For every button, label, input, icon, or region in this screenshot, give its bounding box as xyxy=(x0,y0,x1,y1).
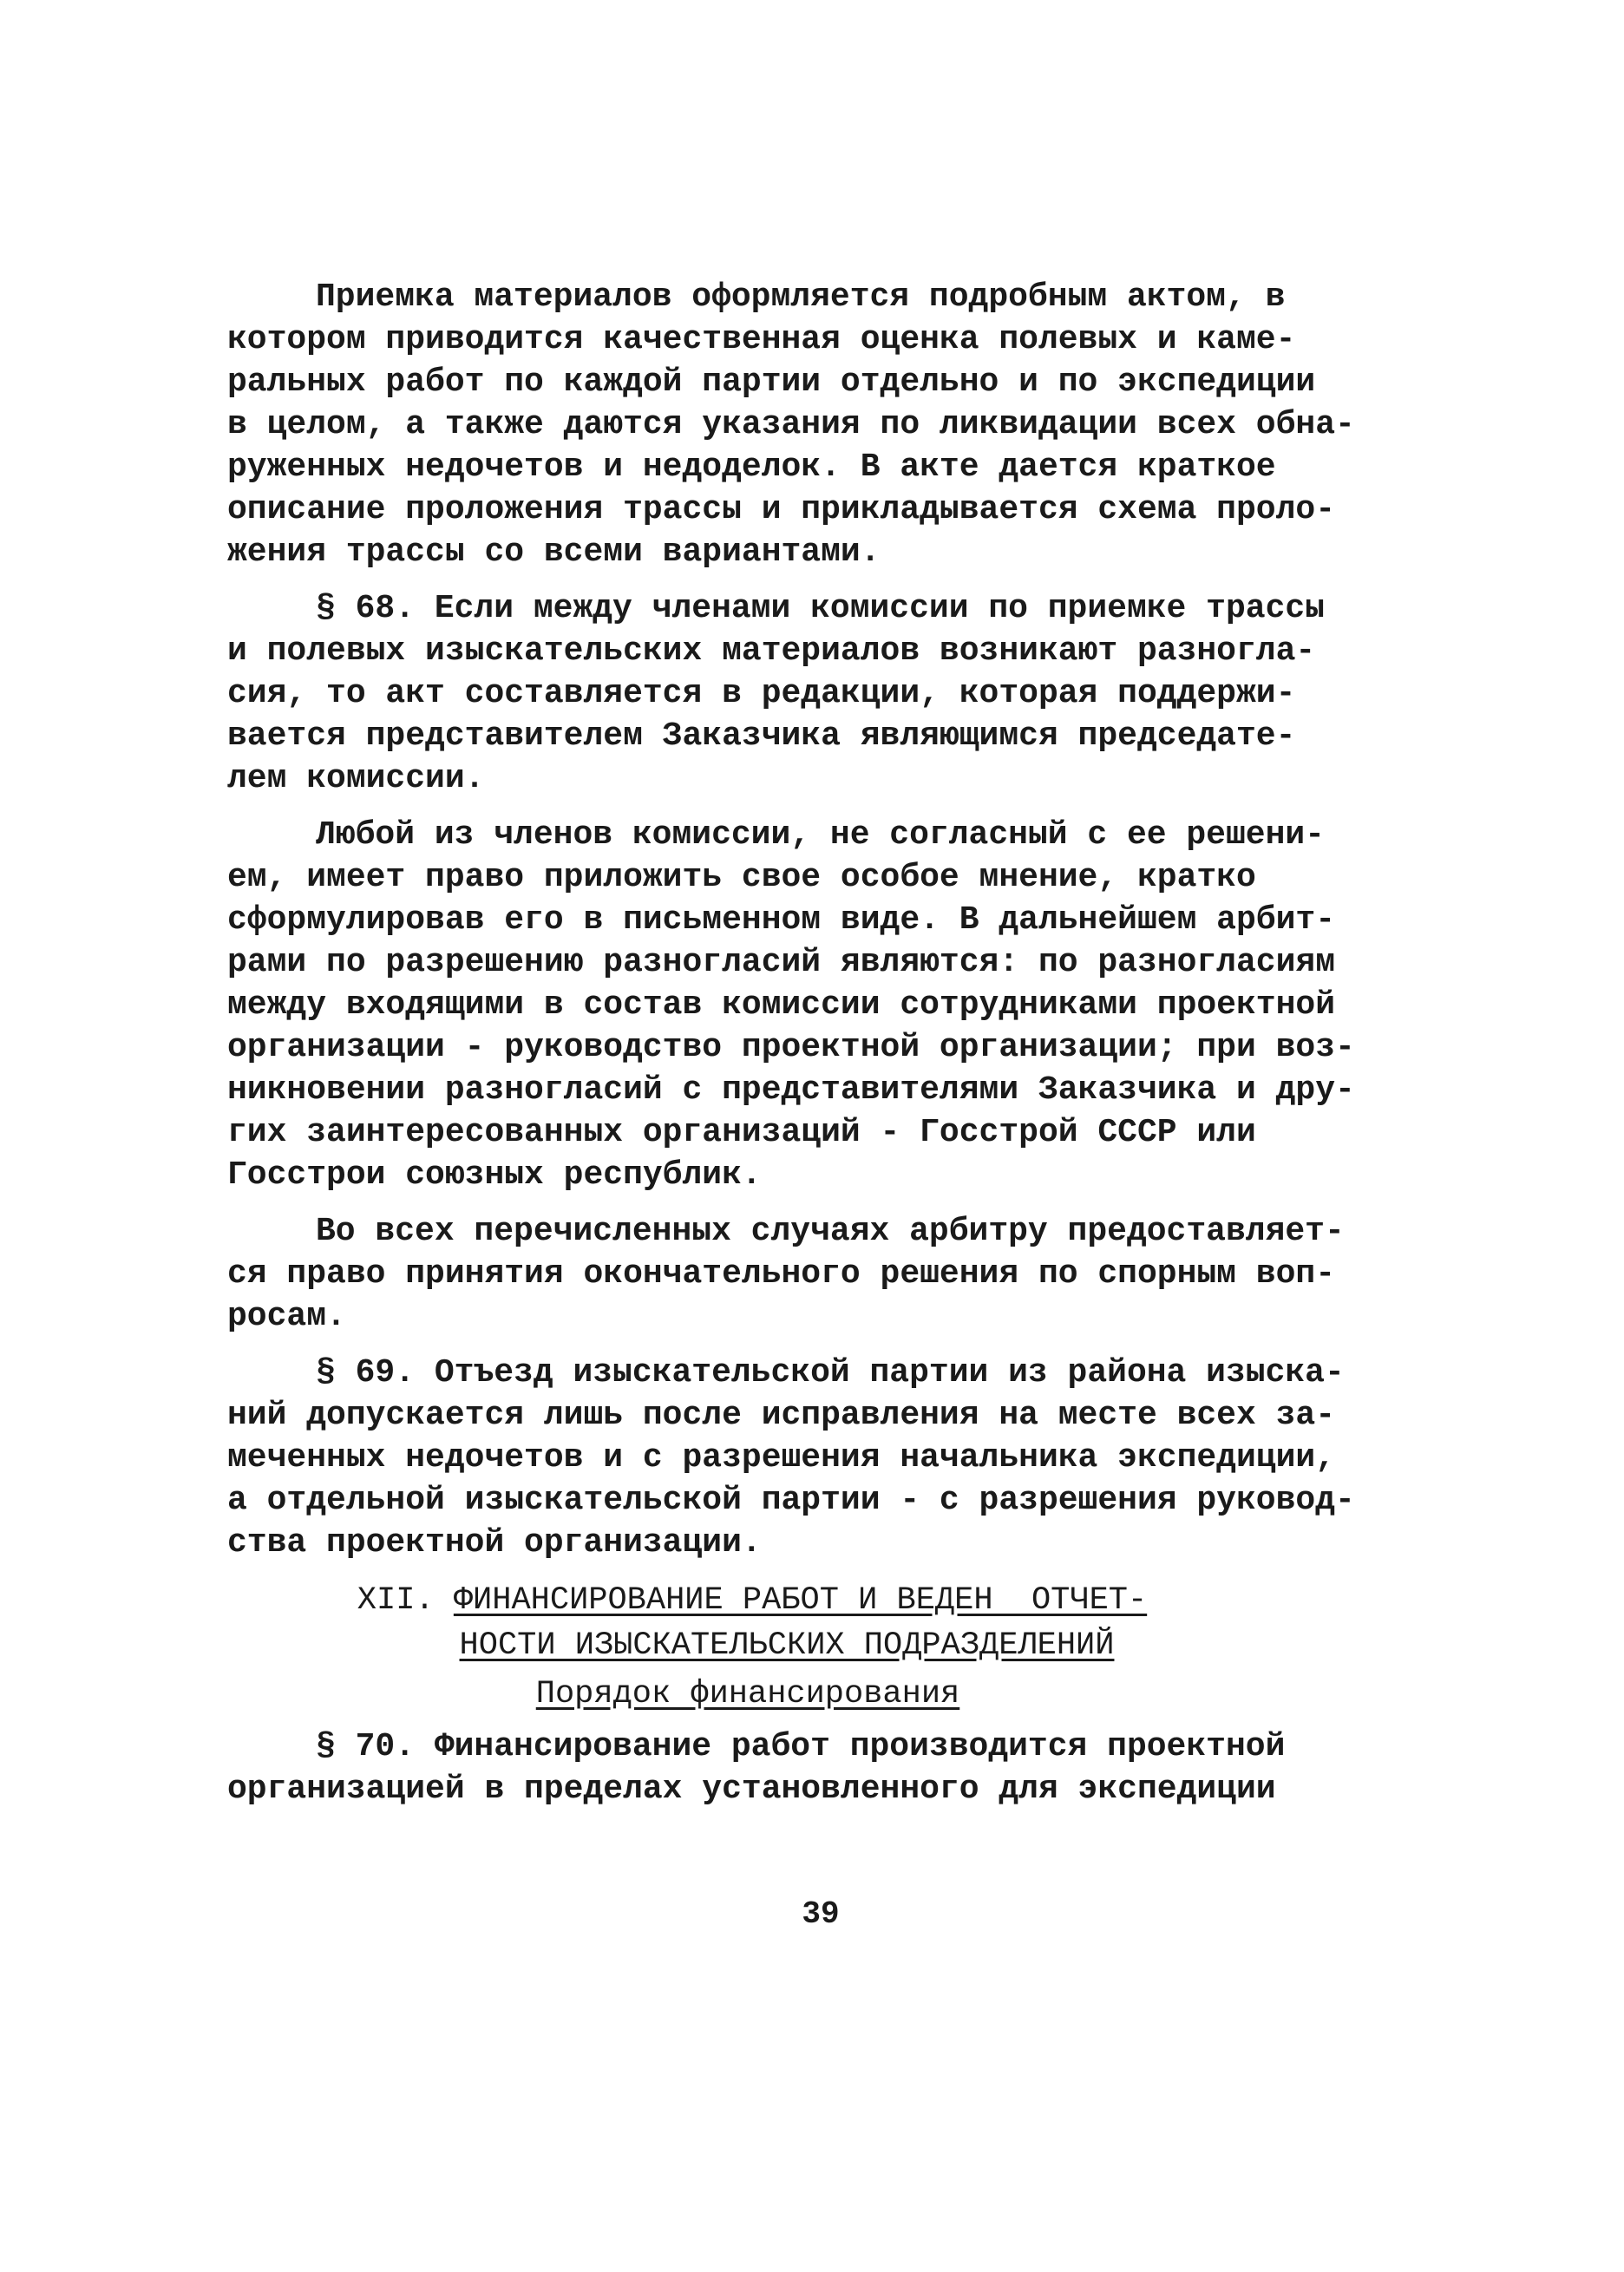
body-text xyxy=(227,276,1355,1810)
text-line: между входящими в состав комиссии сотрудниками проектной xyxy=(227,986,1336,1024)
text-line: меченных недочетов и с разрешения начальника экспедиции, xyxy=(227,1439,1336,1476)
section-heading-line-2 xyxy=(227,1623,1251,1668)
text-line: ся право принятия окончательного решения по спорным воп- xyxy=(227,1255,1336,1293)
text-line: описание проложения трассы и прикладывается схема проло- xyxy=(227,491,1336,528)
text-line: § 69. Отъезд изыскательской партии из района изыска- xyxy=(316,1354,1345,1391)
text-line: ний допускается лишь после исправления на месте всех за- xyxy=(227,1397,1336,1434)
text-line: ральных работ по каждой партии отдельно и по экспедиции xyxy=(227,363,1316,401)
text-line: Приемка материалов оформляется подробным актом, в xyxy=(316,278,1286,316)
section-heading-title-1: ФИНАНСИРОВАНИЕ РАБОТ И ВЕДЕН ОТЧЕТ- xyxy=(453,1582,1148,1619)
paragraph xyxy=(227,1210,1345,1338)
text-line: организации - руководство проектной организации; при воз- xyxy=(227,1029,1355,1066)
paragraph xyxy=(227,814,1355,1196)
paragraph-section-68 xyxy=(227,587,1325,800)
text-line: рами по разрешению разногласий являются: по разногласиям xyxy=(227,944,1336,981)
subheading-text: Порядок финансирования xyxy=(535,1676,960,1712)
paragraph-section-69 xyxy=(227,1352,1355,1564)
text-line: Любой из членов комиссии, не согласный с ее решени- xyxy=(316,816,1325,854)
text-line: § 68. Если между членами комиссии по приемке трассы xyxy=(316,590,1325,627)
page-number: 39 xyxy=(802,1896,840,1932)
text-line: руженных недочетов и недоделок. В акте дается краткое xyxy=(227,449,1276,486)
text-line: росам. xyxy=(227,1298,346,1335)
text-line: Госстрои союзных республик. xyxy=(227,1156,762,1194)
section-heading xyxy=(227,1578,1251,1668)
text-line: сформулировав его в письменном виде. В дальнейшем арбит- xyxy=(227,901,1336,939)
paragraph-section-70 xyxy=(227,1725,1286,1810)
text-line: жения трассы со всеми вариантами. xyxy=(227,534,881,571)
text-line: котором приводится качественная оценка полевых и каме- xyxy=(227,321,1296,358)
text-line: ем, имеет право приложить свое особое мнение, кратко xyxy=(227,859,1256,896)
text-line: никновении разногласий с представителями Заказчика и дру- xyxy=(227,1071,1355,1109)
paragraph xyxy=(227,276,1355,573)
text-line: сия, то акт составляется в редакции, которая поддержи- xyxy=(227,675,1296,712)
text-line: § 70. Финансирование работ производится проектной xyxy=(316,1728,1286,1765)
section-number: XII. xyxy=(357,1582,435,1619)
text-line: и полевых изыскательских материалов возникают разногла- xyxy=(227,632,1316,670)
text-line: ства проектной организации. xyxy=(227,1524,762,1562)
text-line: лем комиссии. xyxy=(227,760,485,797)
text-line: Во всех перечисленных случаях арбитру предоставляет- xyxy=(316,1213,1345,1250)
section-heading-title-2: НОСТИ ИЗЫСКАТЕЛЬСКИХ ПОДРАЗДЕЛЕНИЙ xyxy=(459,1627,1115,1664)
text-line: вается представителем Заказчика являющимся председате- xyxy=(227,717,1296,755)
text-line: в целом, а также даются указания по ликвидации всех обна- xyxy=(227,406,1355,443)
section-heading-line-1 xyxy=(227,1578,1251,1623)
text-line: организацией в пределах установленного для экспедиции xyxy=(227,1771,1276,1808)
text-line: а отдельной изыскательской партии - с разрешения руковод- xyxy=(227,1482,1355,1519)
subheading xyxy=(227,1668,1251,1720)
text-line: гих заинтересованных организаций - Госстрой СССР или xyxy=(227,1114,1256,1151)
